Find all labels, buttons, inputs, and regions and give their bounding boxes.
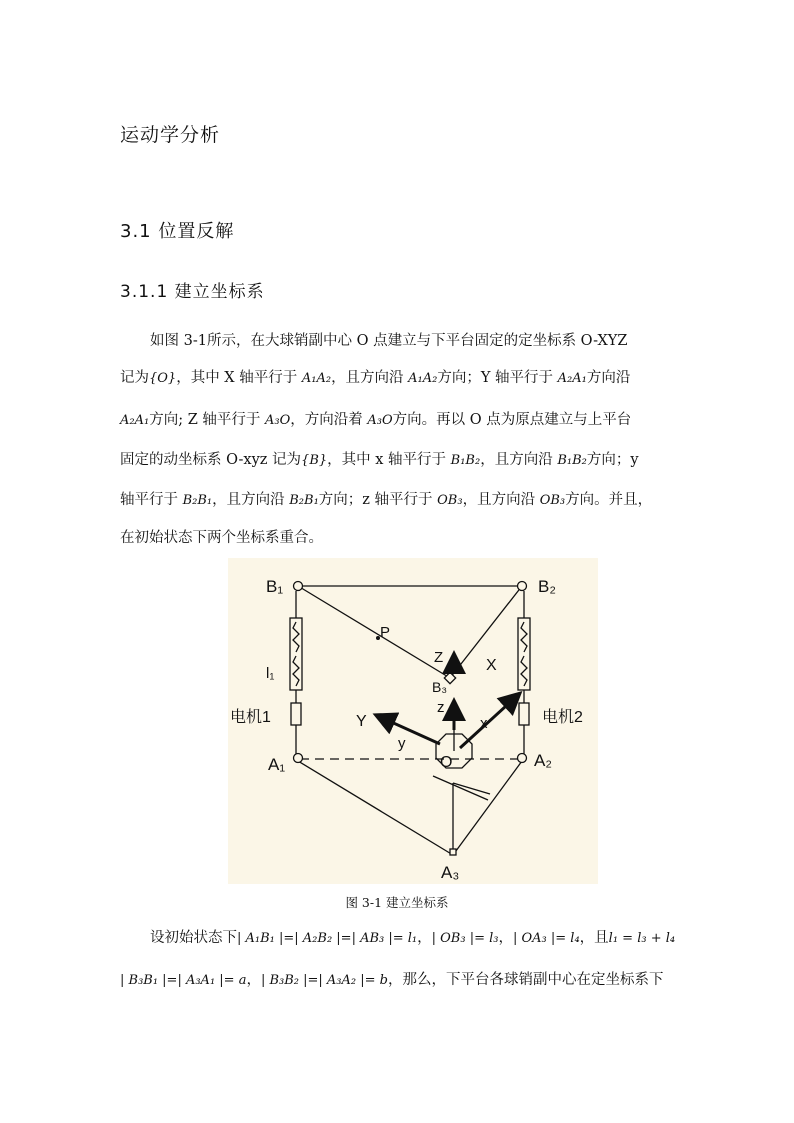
label-Z: Z xyxy=(434,649,444,666)
joint-b1 xyxy=(294,582,303,591)
joint-b2 xyxy=(518,582,527,591)
figure-3-1 xyxy=(228,558,598,884)
para1-line4: 固定的动坐标系 O-xyz 记为{B}，其中 x 轴平行于 B₁B₂，且方向沿 B₁B₂方向；y xyxy=(120,452,639,468)
mechanism-diagram xyxy=(228,558,598,884)
x-axis xyxy=(460,695,518,748)
y-axis xyxy=(378,716,440,744)
para2-line1: 设初始状态下| A₁B₁ |=| A₂B₂ |=| AB₃ |= l₁，| OB₃ |= l₃，| OA₃ |= l₄，且l₁ = l₃ + l₄ xyxy=(150,930,676,946)
para2-line2: | B₃B₁ |=| A₃A₁ |= a，| B₃B₂ |=| A₃A₂ |= b，那么，下平台各球销副中心在定坐标系下 xyxy=(120,972,664,988)
a1-a3-link xyxy=(298,761,453,855)
label-z: z xyxy=(437,699,445,716)
label-y: y xyxy=(398,735,406,752)
label-a3: A₃ xyxy=(441,863,460,882)
label-a1: A₁ xyxy=(268,755,286,774)
label-Y: Y xyxy=(356,713,367,730)
para1-line1: 如图 3-1所示，在大球销副中心 O 点建立与下平台固定的定坐标系 O-XYZ xyxy=(150,333,628,349)
label-b3: B₃ xyxy=(432,679,448,695)
label-l1: l₁ xyxy=(266,665,275,682)
joint-a3 xyxy=(450,849,456,855)
b1-b3-link xyxy=(298,586,450,678)
left-actuator xyxy=(290,618,302,690)
label-X: X xyxy=(486,657,497,674)
chapter-title: 运动学分析 xyxy=(120,124,221,146)
joint-a2 xyxy=(518,754,527,763)
label-motor2: 电机2 xyxy=(542,709,583,726)
para1-line6: 在初始状态下两个坐标系重合。 xyxy=(120,530,323,546)
para1-line3: A₂A₁方向; Z 轴平行于 A₃O，方向沿着 A₃O方向。再以 O 点为原点建立与上平台 xyxy=(120,412,632,428)
label-p: P xyxy=(380,624,391,641)
label-motor1: 电机1 xyxy=(230,709,271,726)
subsection-title: 3.1.1 建立坐标系 xyxy=(120,282,265,302)
label-o: O xyxy=(440,754,453,771)
a2-a3-link xyxy=(453,761,522,855)
joint-a1 xyxy=(294,754,303,763)
label-x: x xyxy=(480,715,488,732)
para1-line2: 记为{O}，其中 X 轴平行于 A₁A₂，且方向沿 A₁A₂方向；Y 轴平行于 A₂A₁方向沿 xyxy=(120,370,631,386)
para1-line5: 轴平行于 B₂B₁，且方向沿 B₂B₁方向；z 轴平行于 OB₃，且方向沿 OB₃方向。并且， xyxy=(120,492,653,508)
label-b2: B₂ xyxy=(538,577,556,596)
motor2-body xyxy=(519,703,529,725)
figure-caption: 图 3-1 建立坐标系 xyxy=(345,895,449,910)
section-title: 3.1 位置反解 xyxy=(120,221,235,242)
label-b1: B₁ xyxy=(266,577,284,596)
motor1-body xyxy=(291,703,301,725)
label-a2: A₂ xyxy=(534,751,552,770)
right-actuator xyxy=(518,618,530,690)
